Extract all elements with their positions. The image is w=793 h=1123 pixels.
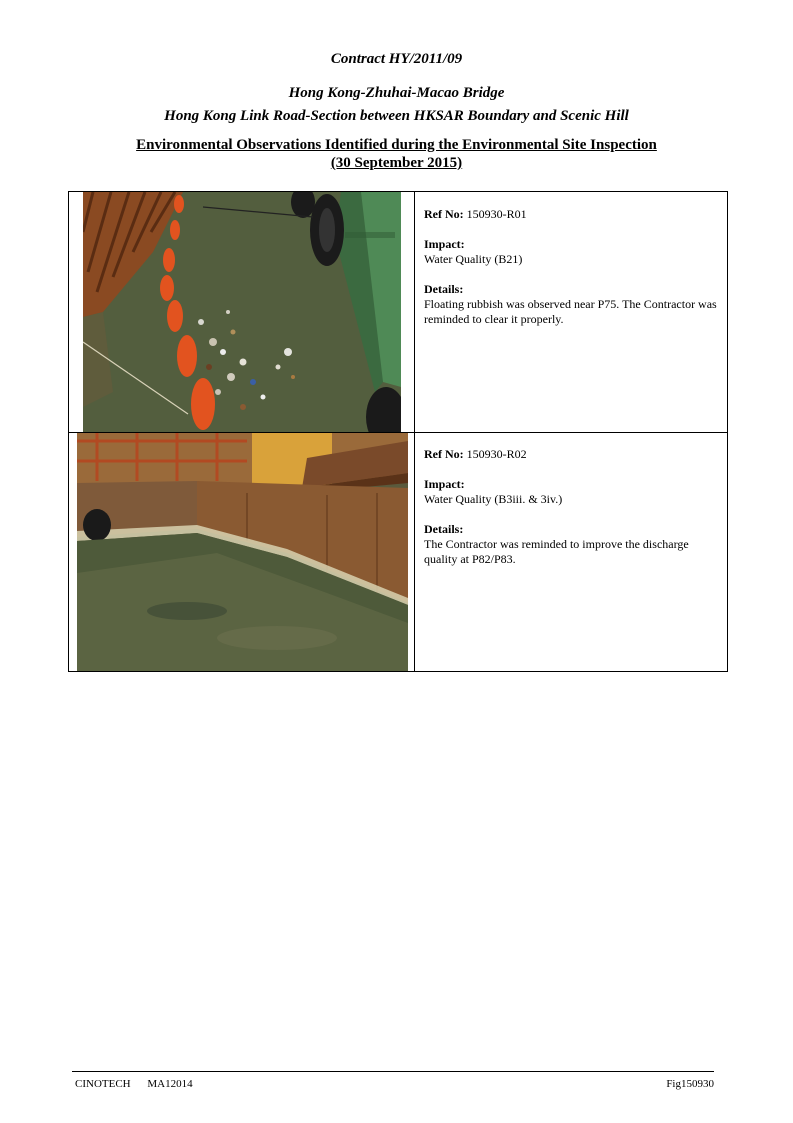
footer-divider (72, 1071, 714, 1072)
details-1 (424, 282, 719, 327)
footer-left (75, 1078, 193, 1090)
figure-reference: Fig150930 (666, 1078, 714, 1090)
details-value: Floating rubbish was observed near P75. The Contractor was reminded to clear it properly. (424, 297, 717, 326)
observation-details-2 (416, 432, 727, 672)
site-photo-floating-rubbish (83, 192, 401, 432)
impact-value: Water Quality (B3iii. & 3iv.) (424, 492, 563, 506)
document-title-line1: Environmental Observations Identified during the Environmental Site Inspection (136, 137, 657, 153)
details-label: Details: (424, 282, 464, 296)
site-photo-discharge (77, 433, 408, 671)
observation-row-1 (69, 192, 727, 433)
observation-details-1 (416, 192, 727, 432)
ref-value: 150930-R01 (466, 207, 527, 221)
ref-no-1 (424, 207, 719, 222)
contract-number: Contract HY/2011/09 (330, 51, 463, 67)
observation-row-2 (69, 432, 727, 672)
document-title (0, 136, 793, 172)
impact-2 (424, 477, 719, 507)
inspection-date: (30 September 2015) (330, 155, 463, 171)
impact-1 (424, 237, 719, 267)
details-value: The Contractor was reminded to improve the discharge quality at P82/P83. (424, 537, 689, 566)
impact-value: Water Quality (B21) (424, 252, 523, 266)
ref-label: Ref No: (424, 207, 464, 221)
impact-label: Impact: (424, 477, 465, 491)
details-2 (424, 522, 719, 567)
details-label: Details: (424, 522, 464, 536)
ref-value: 150930-R02 (466, 447, 527, 461)
ref-label: Ref No: (424, 447, 464, 461)
company-name: CINOTECH (75, 1078, 131, 1090)
project-name: Hong Kong-Zhuhai-Macao Bridge (288, 85, 505, 101)
photo-cell-1 (69, 192, 415, 432)
project-section: Hong Kong Link Road-Section between HKSAR Boundary and Scenic Hill (164, 108, 629, 124)
document-code: MA12014 (147, 1078, 193, 1090)
impact-label: Impact: (424, 237, 465, 251)
photo-cell-2 (69, 432, 415, 672)
observation-table (68, 191, 728, 672)
ref-no-2 (424, 447, 719, 462)
